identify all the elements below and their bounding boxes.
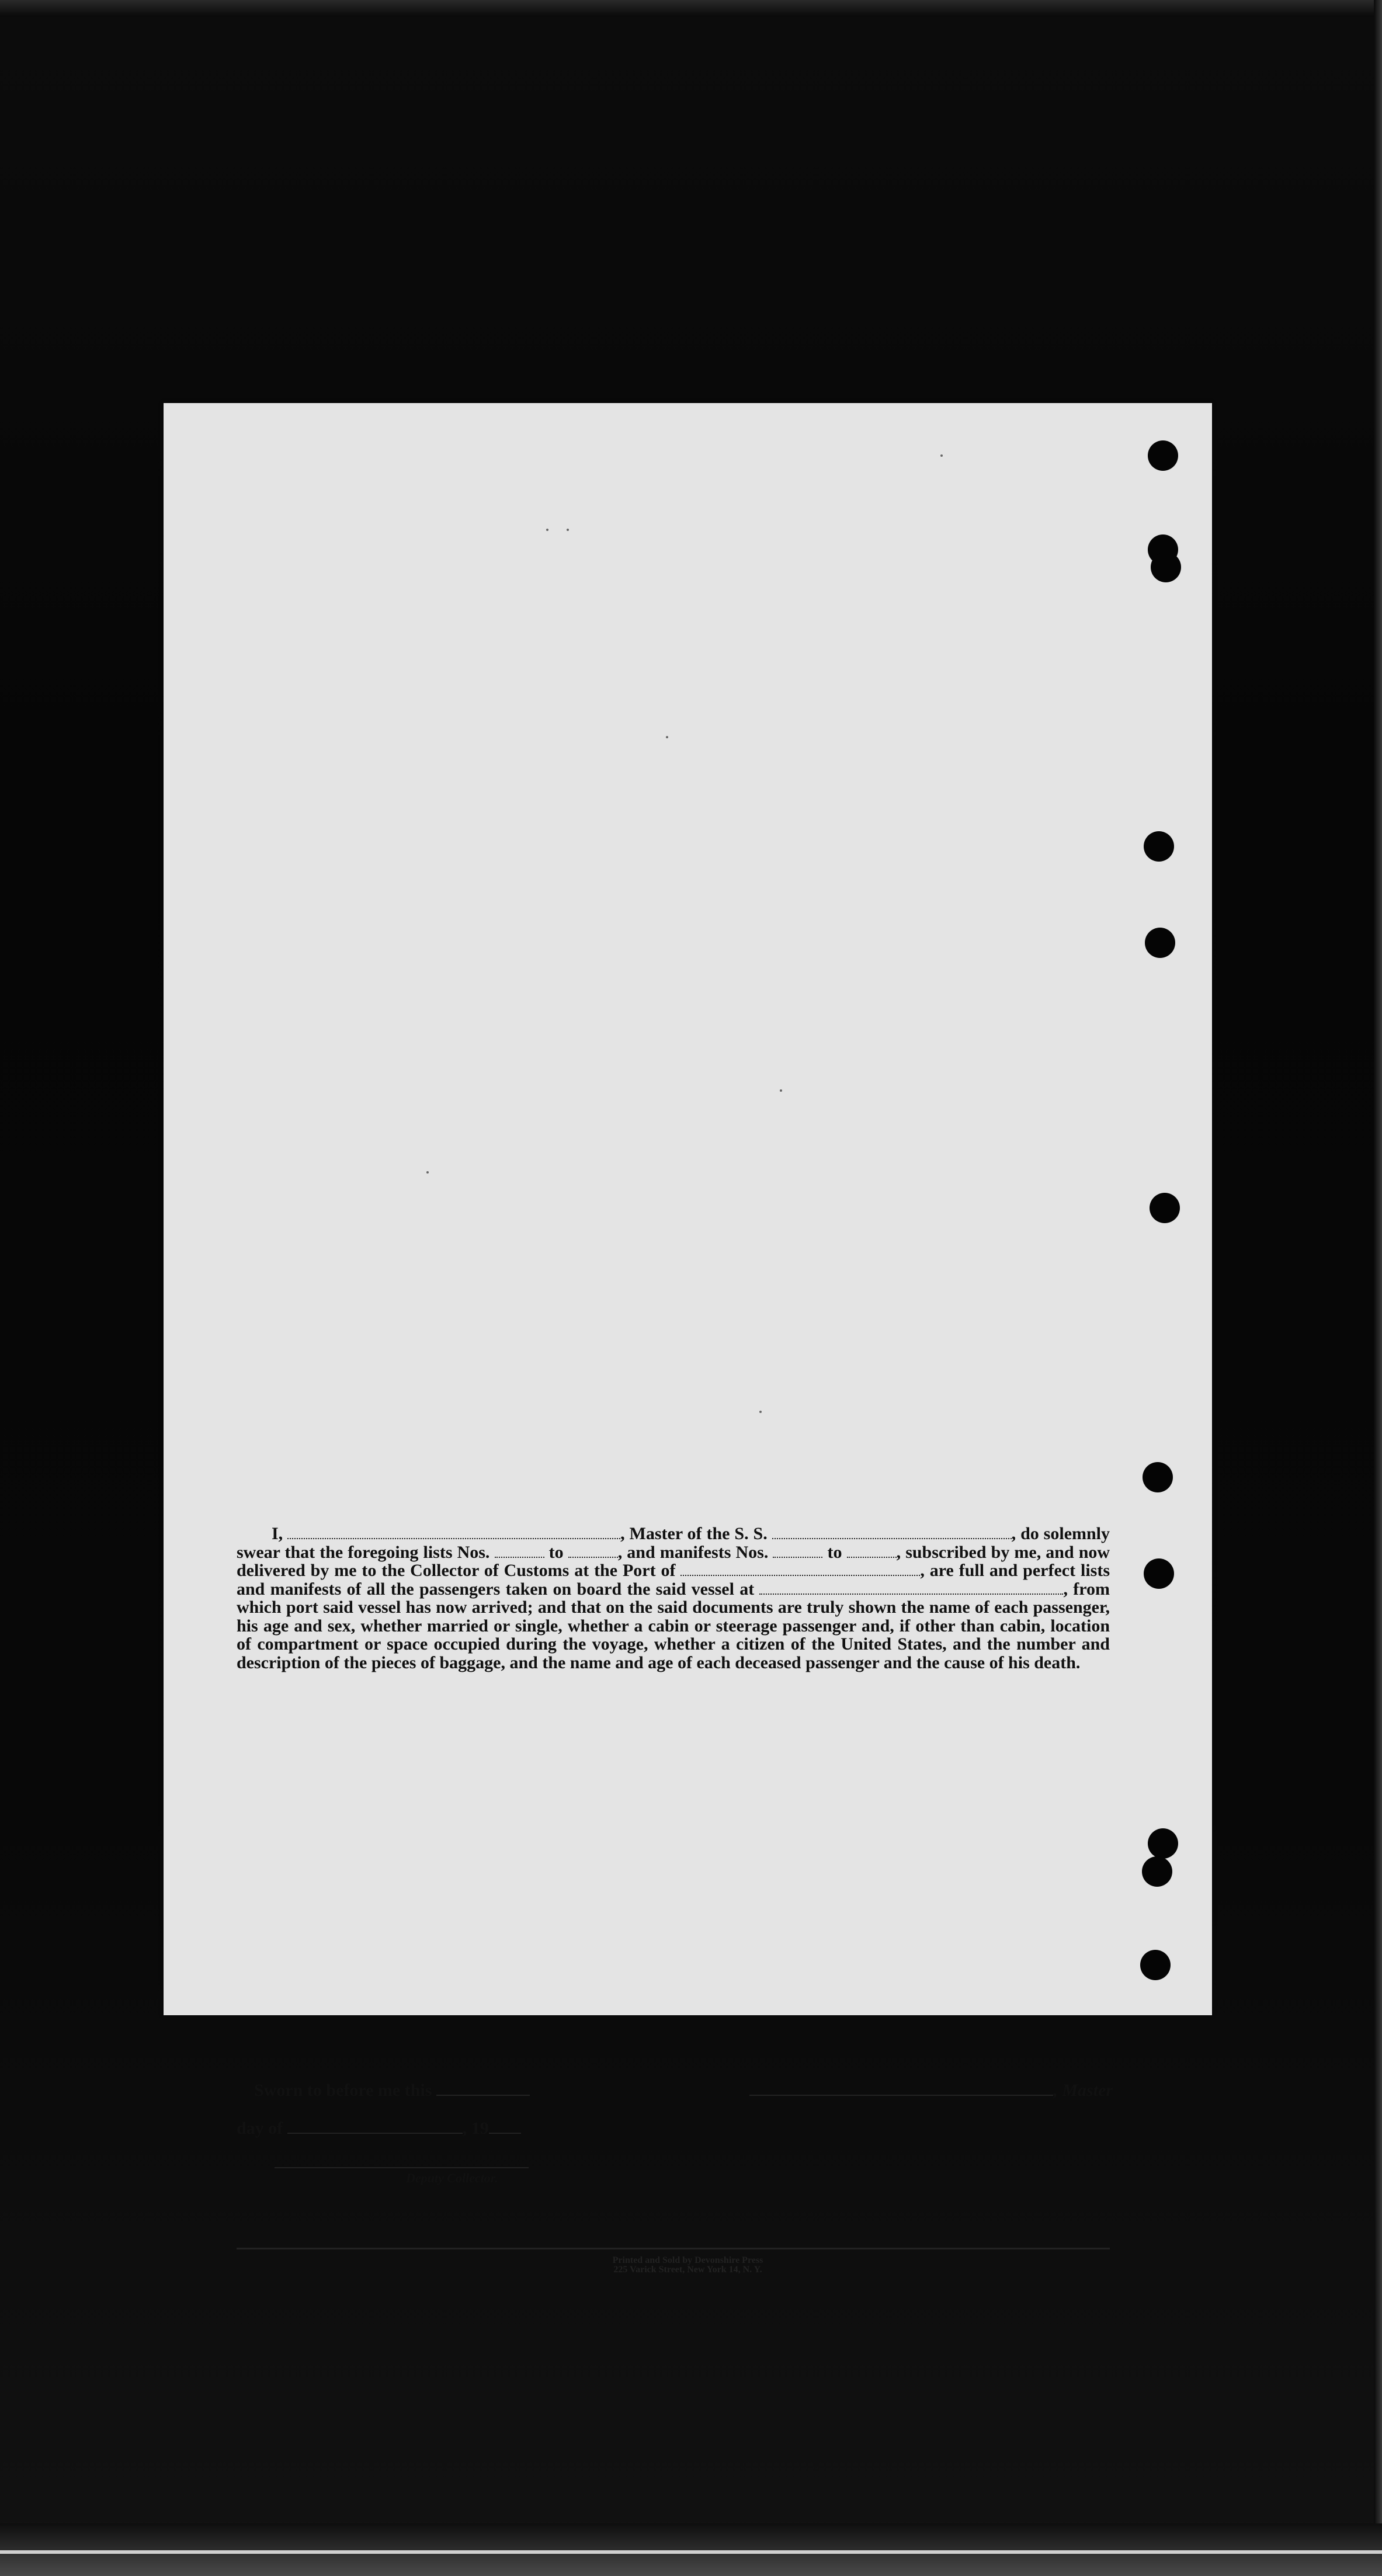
manifests-to-blank [847,1546,897,1558]
film-edge-right [1374,0,1382,2576]
speck [567,529,569,531]
speck [426,1171,429,1174]
oath-rest: port said vessel has now arrived; and that on the said documents are truly shown the name of each passenger, his age and sex, whether married or single, whether a cabin or steerage passenger and, if other than cabin, location of compartment or space occupied during the voyage, whether a citizen of the United States, and the number and description of the pieces of baggage, and the name and age of each deceased passenger and the cause of his death. [237,1598,1110,1672]
printer-imprint [164,2256,1212,2275]
oath-to-2: to [827,1542,842,1562]
speck [780,1089,782,1092]
lists-from-blank [495,1546,544,1558]
deputy-signature-line [275,2167,529,2168]
oath-line4: manifests of all the passengers taken on board the said vessel at [270,1579,755,1599]
master-signature-block [749,2081,1113,2101]
punch-hole [1144,831,1174,862]
punch-hole [1148,440,1178,471]
year-blank [489,2122,521,2134]
year-prefix: , 19 [462,2119,489,2138]
sworn-row [254,2081,1113,2104]
oath-intro: I, [272,1524,283,1543]
vessel-name-blank [772,1527,1012,1539]
oath-subscribed: , subscribed by me, and now [896,1542,1110,1562]
lists-to-blank [568,1546,618,1558]
day-of-label: day of [237,2119,283,2138]
sworn-day-blank [436,2084,530,2096]
punch-hole [1150,1193,1180,1223]
printer-line-2: 225 Varick Street, New York 14, N. Y. [613,2265,762,2275]
oath-line2: swear that the foregoing lists Nos. [237,1542,490,1562]
oath-line3: delivered by me to the Collector of Customs at the Port of [237,1561,676,1580]
printer-line-1: Printed and Sold by Devonshire Press [612,2255,763,2265]
oath-master-of-ss: , Master of the S. S. [620,1524,768,1543]
punch-hole [1148,1828,1178,1859]
oath-to-1: to [548,1542,564,1562]
footer-rule [237,2248,1110,2249]
deputy-collector-label: Deputy Collector. [406,2171,498,2185]
speck [666,736,668,738]
oath-are-full: , are full and perfect lists and [237,1561,1110,1599]
film-edge-bottom [0,2523,1382,2576]
speck [940,454,943,457]
punch-hole [1142,1856,1172,1887]
port-blank [680,1564,920,1576]
punch-hole [1144,1558,1174,1589]
speck [759,1411,762,1413]
month-blank [287,2122,463,2134]
punch-hole [1151,552,1181,582]
master-signature-blank [749,2084,1053,2096]
sworn-before-block [254,2081,530,2101]
departure-port-blank [759,1583,1063,1595]
oath-do-solemnly: , do solemnly [1011,1524,1110,1543]
manifests-from-blank [773,1546,822,1558]
master-signature-label: , Master [1053,2081,1113,2100]
master-name-blank [287,1527,620,1539]
punch-hole [1145,928,1175,958]
punch-hole [1140,1950,1171,1980]
document-page [164,403,1212,2275]
oath-paragraph [237,1525,1110,1672]
oath-and-manifests: , and manifests Nos. [617,1542,769,1562]
oath-from-which: , from which [237,1579,1110,1617]
sworn-before-label: Sworn to before me this [254,2081,432,2100]
punch-hole [1143,1462,1173,1492]
speck [546,529,548,531]
film-edge-top [0,0,1382,16]
date-row [237,2119,521,2138]
